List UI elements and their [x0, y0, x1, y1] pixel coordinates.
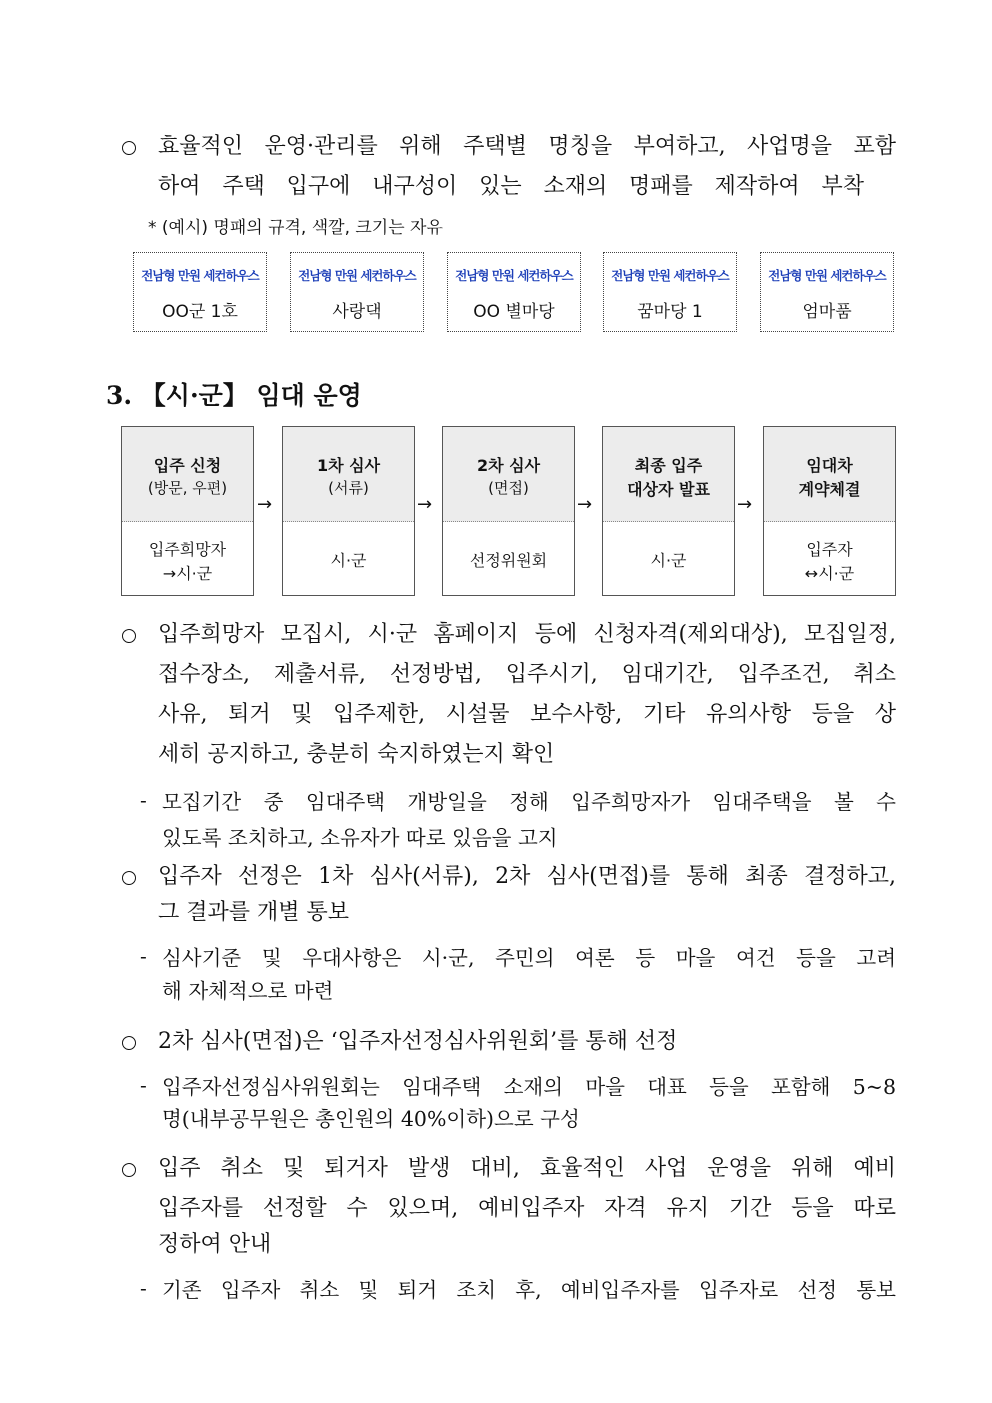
flow-step-actor: 시·군	[330, 551, 367, 570]
flow-step-actor: 입주희망자	[148, 540, 227, 559]
flow-step-title: 임대차	[806, 456, 853, 475]
flow-step-subtitle: 계약체결	[798, 480, 861, 499]
body-line: 명(내부공무원은 총인원의 40%이하)으로 구성	[162, 1107, 580, 1131]
body-line: 입주자 선정은 1차 심사(서류), 2차 심사(면접)를 통해 최종 결정하고,	[158, 864, 896, 889]
flow-step-subtitle: (방문, 우편)	[147, 479, 228, 497]
nameplate-brand: 전남형 만원 세컨하우스	[141, 268, 259, 283]
nameplate-brand: 전남형 만원 세컨하우스	[611, 268, 729, 283]
body-line: 모집기간 중 임대주택 개방일을 정해 입주희망자가 임대주택을 볼 수	[162, 790, 896, 814]
nameplate-name: 꿈마당 1	[637, 302, 703, 322]
flow-step-second-review	[442, 426, 575, 596]
nameplate	[603, 252, 737, 332]
flow-step-actor: 시·군	[650, 551, 687, 570]
body-line: 입주자를 선정할 수 있으며, 예비입주자 자격 유지 기간 등을 따로	[158, 1196, 896, 1221]
body-line: 기존 입주자 취소 및 퇴거 조치 후, 예비입주자를 입주자로 선정 통보	[162, 1278, 896, 1302]
flow-step-actor: ↔시·군	[804, 564, 855, 583]
body-line: 2차 심사(면접)은 ‘입주자선정심사위원회’를 통해 선정	[158, 1029, 678, 1054]
flow-step-title: 최종 입주	[634, 456, 703, 475]
body-line: 입주자선정심사위원회는 임대주택 소재의 마을 대표 등을 포함해 5~8	[162, 1075, 896, 1099]
intro-line-1: 효율적인 운영·관리를 위해 주택별 명칭을 부여하고, 사업명을 포함	[158, 134, 896, 159]
body-line: 입주희망자 모집시, 시·군 홈페이지 등에 신청자격(제외대상), 모집일정,	[158, 622, 896, 647]
body-line: 세히 공지하고, 충분히 숙지하였는지 확인	[158, 742, 555, 767]
dash-mark: -	[140, 1073, 147, 1097]
flow-step-actor: 입주자	[806, 540, 853, 559]
bullet-circle	[122, 1163, 136, 1177]
flow-arrow: →	[737, 494, 753, 515]
flow-step-apply	[121, 426, 254, 596]
flow-step-contract	[763, 426, 896, 596]
body-line: 있도록 조치하고, 소유자가 따로 있음을 고지	[162, 826, 558, 850]
nameplate	[760, 252, 894, 332]
intro-line-2: 하여 주택 입구에 내구성이 있는 소재의 명패를 제작하여 부착	[158, 174, 864, 199]
flow-step-title: 1차 심사	[316, 456, 381, 475]
flow-step-subtitle: (면접)	[488, 479, 529, 497]
bullet-circle	[122, 629, 136, 643]
nameplate	[290, 252, 424, 332]
nameplate-name: 사랑댁	[332, 302, 382, 322]
nameplate-name: OO 별마당	[473, 302, 555, 322]
body-line: 심사기준 및 우대사항은 시·군, 주민의 여론 등 마을 여건 등을 고려	[162, 946, 896, 970]
dash-mark: -	[140, 788, 147, 812]
flow-step-actor: 선정위원회	[469, 551, 548, 570]
nameplate-brand: 전남형 만원 세컨하우스	[455, 268, 573, 283]
body-line: 접수장소, 제출서류, 선정방법, 입주시기, 임대기간, 입주조건, 취소	[158, 662, 896, 687]
flow-arrow: →	[577, 494, 593, 515]
bullet-circle	[122, 141, 136, 155]
body-line: 사유, 퇴거 및 입주제한, 시설물 보수사항, 기타 유의사항 등을 상	[158, 702, 896, 727]
flow-step-title: 입주 신청	[153, 456, 222, 475]
flow-step-first-review	[282, 426, 415, 596]
flow-arrow: →	[257, 494, 273, 515]
flow-arrow: →	[417, 494, 433, 515]
flow-step-subtitle: (서류)	[328, 479, 369, 497]
bullet-circle	[122, 871, 136, 885]
body-line: 정하여 안내	[158, 1232, 272, 1257]
nameplate-brand: 전남형 만원 세컨하우스	[768, 268, 886, 283]
body-line: 입주 취소 및 퇴거자 발생 대비, 효율적인 사업 운영을 위해 예비	[158, 1156, 896, 1181]
flow-step-actor: →시·군	[162, 564, 213, 583]
flow-step-title: 2차 심사	[476, 456, 541, 475]
dash-mark: -	[140, 944, 147, 968]
bullet-circle	[122, 1036, 136, 1050]
nameplate	[447, 252, 581, 332]
nameplate	[133, 252, 267, 332]
section-title: 3. 【시·군】 임대 운영	[106, 381, 362, 410]
nameplate-brand: 전남형 만원 세컨하우스	[298, 268, 416, 283]
dash-mark: -	[140, 1276, 147, 1300]
flow-step-announce	[602, 426, 735, 596]
nameplate-name: OO군 1호	[162, 302, 238, 322]
body-line: 그 결과를 개별 통보	[158, 900, 349, 925]
intro-note: * (예시) 명패의 규격, 색깔, 크기는 자유	[148, 218, 443, 238]
body-line: 해 자체적으로 마련	[162, 979, 334, 1003]
flow-step-subtitle: 대상자 발표	[627, 480, 710, 499]
nameplate-name: 엄마품	[802, 302, 852, 322]
